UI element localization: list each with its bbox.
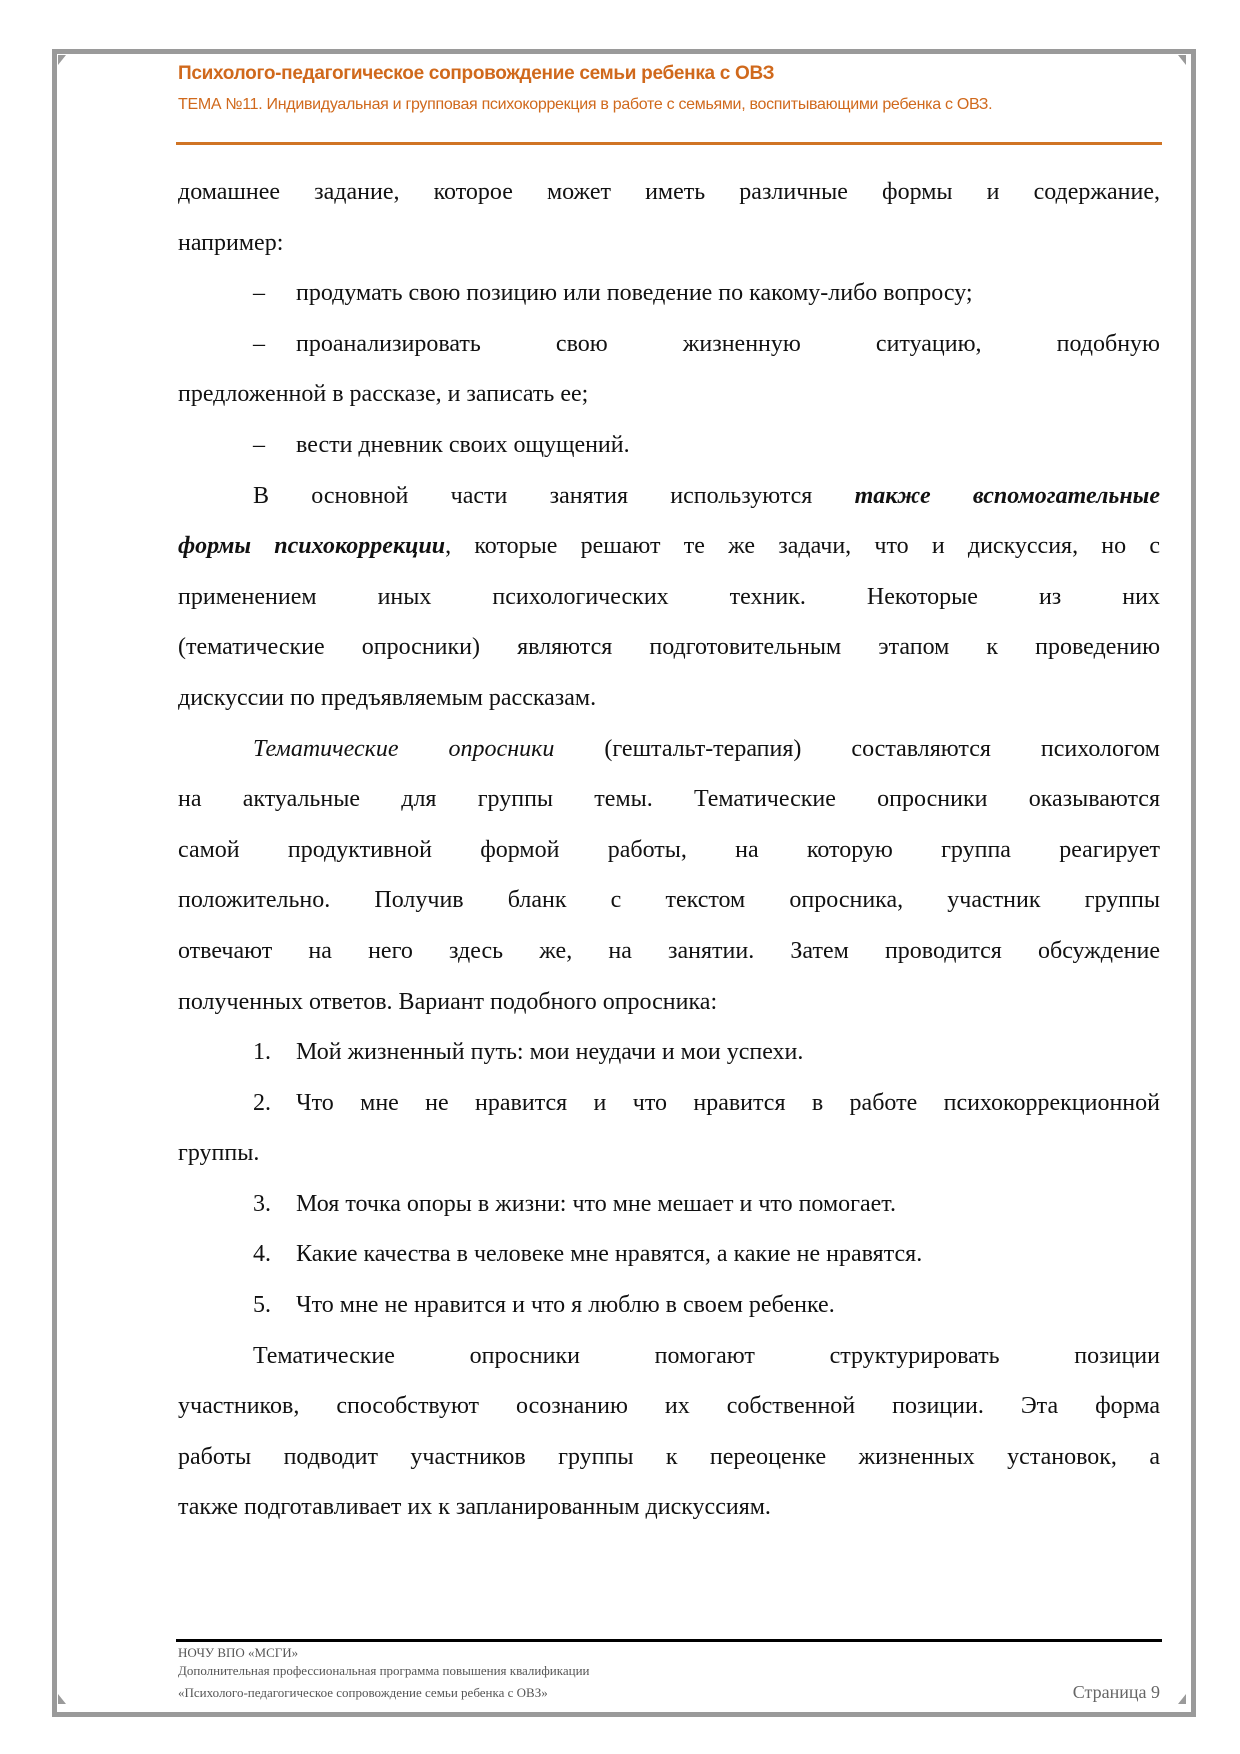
text-run: группы. <box>178 1140 260 1167</box>
text-line <box>178 673 1160 724</box>
text-line <box>178 218 1160 269</box>
text-run: продумать свою позицию или поведение по какому-либо вопросу; <box>296 280 973 307</box>
text-run: Моя точка опоры в жизни: что мне мешает и что помогает. <box>296 1190 896 1217</box>
text-run: Какие качества в человеке мне нравятся, а какие не нравятся. <box>296 1241 923 1268</box>
text-run: отвечают на него здесь же, на занятии. Затем проводится обсуждение <box>178 937 1160 964</box>
text-line <box>178 622 1160 673</box>
list-item <box>178 319 1160 370</box>
text-line <box>178 875 1160 926</box>
emphasized-text: формы психокоррекции <box>178 533 446 560</box>
text-run: В основной части занятия используются <box>253 482 855 509</box>
list-item <box>178 1229 1160 1280</box>
list-item-text <box>296 319 1160 370</box>
text-line <box>178 572 1160 623</box>
header-title: Психолого-педагогическое сопровождение семьи ребенка с ОВЗ <box>178 63 775 84</box>
list-item-text <box>296 420 1160 471</box>
text-line <box>178 926 1160 977</box>
text-run: положительно. Получив бланк с текстом опросника, участник группы <box>178 887 1160 914</box>
text-line <box>178 774 1160 825</box>
list-item-text <box>296 1179 1160 1230</box>
text-run: также подготавливает их к запланированным дискуссиям. <box>178 1494 771 1521</box>
text-line <box>178 167 1160 218</box>
text-line <box>178 471 1160 522</box>
footer-course: «Психолого-педагогическое сопровождение семьи ребенка с ОВЗ» <box>178 1685 548 1700</box>
text-run: самой продуктивной формой работы, на которую группа реагирует <box>178 836 1160 863</box>
text-line <box>178 977 1160 1028</box>
text-run: (тематические опросники) являются подготовительным этапом к проведению <box>178 634 1160 661</box>
text-run: Что мне не нравится и что я люблю в своем ребенке. <box>296 1292 835 1319</box>
text-run: на актуальные для группы темы. Тематические опросники оказываются <box>178 786 1160 813</box>
text-line <box>178 1331 1160 1382</box>
text-line <box>178 724 1160 775</box>
text-run: Что мне не нравится и что нравится в работе психокоррекционной <box>296 1089 1160 1116</box>
list-item <box>178 268 1160 319</box>
list-item <box>178 1280 1160 1331</box>
text-run: дискуссии по предъявляемым рассказам. <box>178 684 597 711</box>
text-line <box>178 1482 1160 1533</box>
list-item-text <box>296 268 1160 319</box>
text-run: полученных ответов. Вариант подобного опросника: <box>178 988 718 1015</box>
list-marker: 1. <box>253 1039 271 1066</box>
list-item-text <box>296 1027 1160 1078</box>
text-run: (гештальт-терапия) составляются психологом <box>554 735 1160 762</box>
text-run: проанализировать свою жизненную ситуацию, подобную <box>296 330 1160 357</box>
list-marker: – <box>253 330 265 357</box>
list-item <box>178 1179 1160 1230</box>
list-marker: 5. <box>253 1292 271 1319</box>
document-body <box>178 167 1160 1533</box>
text-run: применением иных психологических техник. Некоторые из них <box>178 583 1160 610</box>
corner-mark-top-right <box>1178 55 1186 65</box>
text-run: работы подводит участников группы к переоценке жизненных установок, а <box>178 1443 1160 1470</box>
emphasized-text: Тематические опросники <box>253 735 555 762</box>
list-marker: – <box>253 280 265 307</box>
text-line <box>178 369 1160 420</box>
footer-org: НОЧУ ВПО «МСГИ» <box>178 1645 299 1660</box>
list-item-text <box>296 1280 1160 1331</box>
text-line <box>178 1128 1160 1179</box>
text-run: , которые решают те же задачи, что и дискуссия, но с <box>445 533 1161 560</box>
text-run: например: <box>178 229 284 256</box>
list-marker: – <box>253 431 265 458</box>
header-subtitle: ТЕМА №11. Индивидуальная и групповая психокоррекция в работе с семьями, воспитывающими ребенка с ОВЗ. <box>178 96 993 113</box>
list-item-text <box>296 1078 1160 1129</box>
page-number: Страница 9 <box>1072 1682 1160 1702</box>
emphasized-text: также вспомогательные <box>854 482 1160 509</box>
list-marker: 4. <box>253 1241 271 1268</box>
text-run: предложенной в рассказе, и записать ее; <box>178 381 589 408</box>
text-run: участников, способствуют осознанию их собственной позиции. Эта форма <box>178 1393 1160 1420</box>
list-item-text <box>296 1229 1160 1280</box>
text-line <box>178 1432 1160 1483</box>
text-run: Тематические опросники помогают структурировать позиции <box>253 1342 1160 1369</box>
text-run: вести дневник своих ощущений. <box>296 431 630 458</box>
corner-mark-top-left <box>58 55 66 65</box>
corner-mark-bottom-left <box>58 1694 66 1704</box>
list-item <box>178 1078 1160 1129</box>
list-marker: 2. <box>253 1089 271 1116</box>
corner-mark-bottom-right <box>1178 1694 1186 1704</box>
header-divider <box>176 142 1162 145</box>
list-marker: 3. <box>253 1190 271 1217</box>
text-run: домашнее задание, которое может иметь различные формы и содержание, <box>178 179 1160 205</box>
text-run: Мой жизненный путь: мои неудачи и мои успехи. <box>296 1039 804 1066</box>
list-item <box>178 420 1160 471</box>
text-line <box>178 825 1160 876</box>
text-line <box>178 521 1160 572</box>
list-item <box>178 1027 1160 1078</box>
footer-program: Дополнительная профессиональная программа повышения квалификации <box>178 1663 590 1678</box>
footer-divider <box>176 1639 1162 1642</box>
text-line <box>178 1381 1160 1432</box>
